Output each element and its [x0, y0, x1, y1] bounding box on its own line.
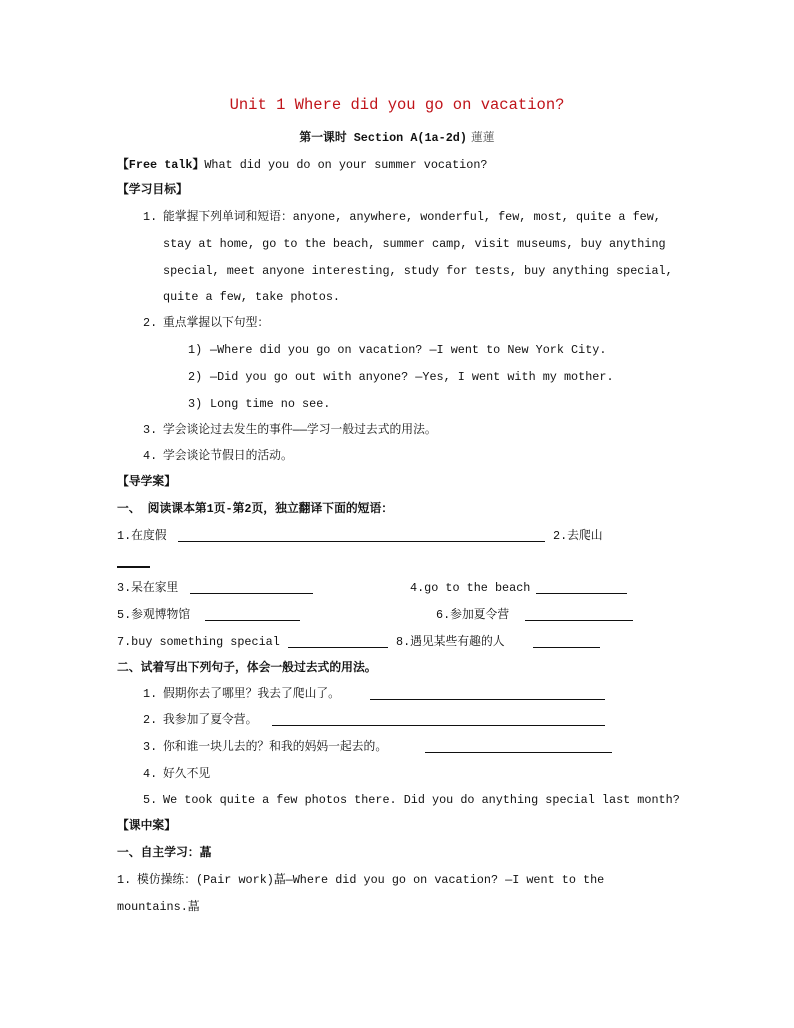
sentence-number: 2. [143, 713, 158, 727]
practice-text: mountains.蕌 [117, 900, 200, 914]
pattern-number: 1) [188, 343, 203, 357]
free-talk-tag: 【Free talk】 [117, 158, 205, 172]
sentence-task-heading: 二、试着写出下列句子，体会一般过去式的用法。 [117, 661, 377, 675]
objective-text: 学会谈论节假日的活动。 [163, 449, 293, 463]
answer-blank [425, 752, 612, 753]
objective-text: stay at home, go to the beach, summer camp, visit museums, buy anything [163, 237, 666, 251]
objective-text: special, meet anyone interesting, study for tests, buy anything special, [163, 264, 673, 278]
practice-text: 模仿操练：(Pair work)蕌—Where did you go on vacation? —I went to the [137, 873, 605, 887]
free-talk-question: What did you do on your summer vocation? [204, 158, 488, 172]
answer-blank [117, 566, 150, 568]
sentence-text: 你和谁一块儿去的？和我的妈妈一起去的。 [163, 740, 388, 754]
phrase-item: 4.go to the beach [410, 581, 531, 595]
phrase-item: 5.参观博物馆 [117, 608, 191, 622]
guide-heading: 【导学案】 [117, 475, 176, 489]
pattern-text: —Did you go out with anyone? —Yes, I went with my mother. [210, 370, 614, 384]
sentence-number: 5. [143, 793, 158, 807]
objective-number: 3. [143, 423, 158, 437]
sentence-number: 3. [143, 740, 158, 754]
pattern-text: —Where did you go on vacation? —I went to New York City. [210, 343, 607, 357]
answer-blank [533, 647, 600, 648]
answer-blank [288, 647, 388, 648]
answer-blank [205, 620, 300, 621]
sentence-number: 4. [143, 767, 158, 781]
answer-blank [178, 541, 545, 542]
phrase-item: 3.呆在家里 [117, 581, 179, 595]
phrase-item: 6.参加夏令营 [436, 608, 510, 622]
objective-number: 2. [143, 316, 158, 330]
page-title: Unit 1 Where did you go on vacation? [229, 96, 565, 114]
phrase-item: 1.在度假 [117, 529, 167, 543]
sentence-number: 1. [143, 687, 158, 701]
answer-blank [536, 593, 627, 594]
answer-blank [272, 725, 605, 726]
sentence-text: We took quite a few photos there. Did you do anything special last month? [163, 793, 680, 807]
objective-text: 重点掌握以下句型： [163, 316, 270, 330]
answer-blank [190, 593, 313, 594]
translate-task-heading: 一、 阅读课本第1页-第2页，独立翻译下面的短语： [117, 502, 394, 516]
in-class-heading: 【课中案】 [117, 819, 176, 833]
objective-number: 4. [143, 449, 158, 463]
objective-text: 能掌握下列单词和短语：anyone, anywhere, wonderful, few, most, quite a few, [163, 210, 661, 224]
sentence-text: 假期你去了哪里？我去了爬山了。 [163, 687, 340, 701]
pattern-number: 3) [188, 397, 203, 411]
practice-number: 1. [117, 873, 132, 887]
objective-text: 学会谈论过去发生的事件——学习一般过去式的用法。 [163, 423, 437, 437]
phrase-item: 2.去爬山 [553, 529, 603, 543]
answer-blank [525, 620, 633, 621]
subtitle-extra-text: 蓮蓮 [470, 131, 495, 145]
sentence-text: 我参加了夏令营。 [163, 713, 258, 727]
objectives-heading: 【学习目标】 [117, 183, 188, 197]
lesson-subtitle [0, 130, 794, 146]
phrase-item: 8.遇见某些有趣的人 [396, 635, 505, 649]
pattern-number: 2) [188, 370, 203, 384]
answer-blank [370, 699, 605, 700]
free-talk-line [117, 157, 487, 173]
sentence-text: 好久不见 [163, 767, 211, 781]
phrase-item: 7.buy something special [117, 635, 280, 649]
pattern-text: Long time no see. [210, 397, 331, 411]
objective-text: quite a few, take photos. [163, 290, 340, 304]
lesson-label: 第一课时 Section A(1a-2d) [299, 131, 467, 145]
objective-number: 1. [143, 210, 158, 224]
self-study-heading: 一、自主学习：蕌 [117, 846, 212, 860]
